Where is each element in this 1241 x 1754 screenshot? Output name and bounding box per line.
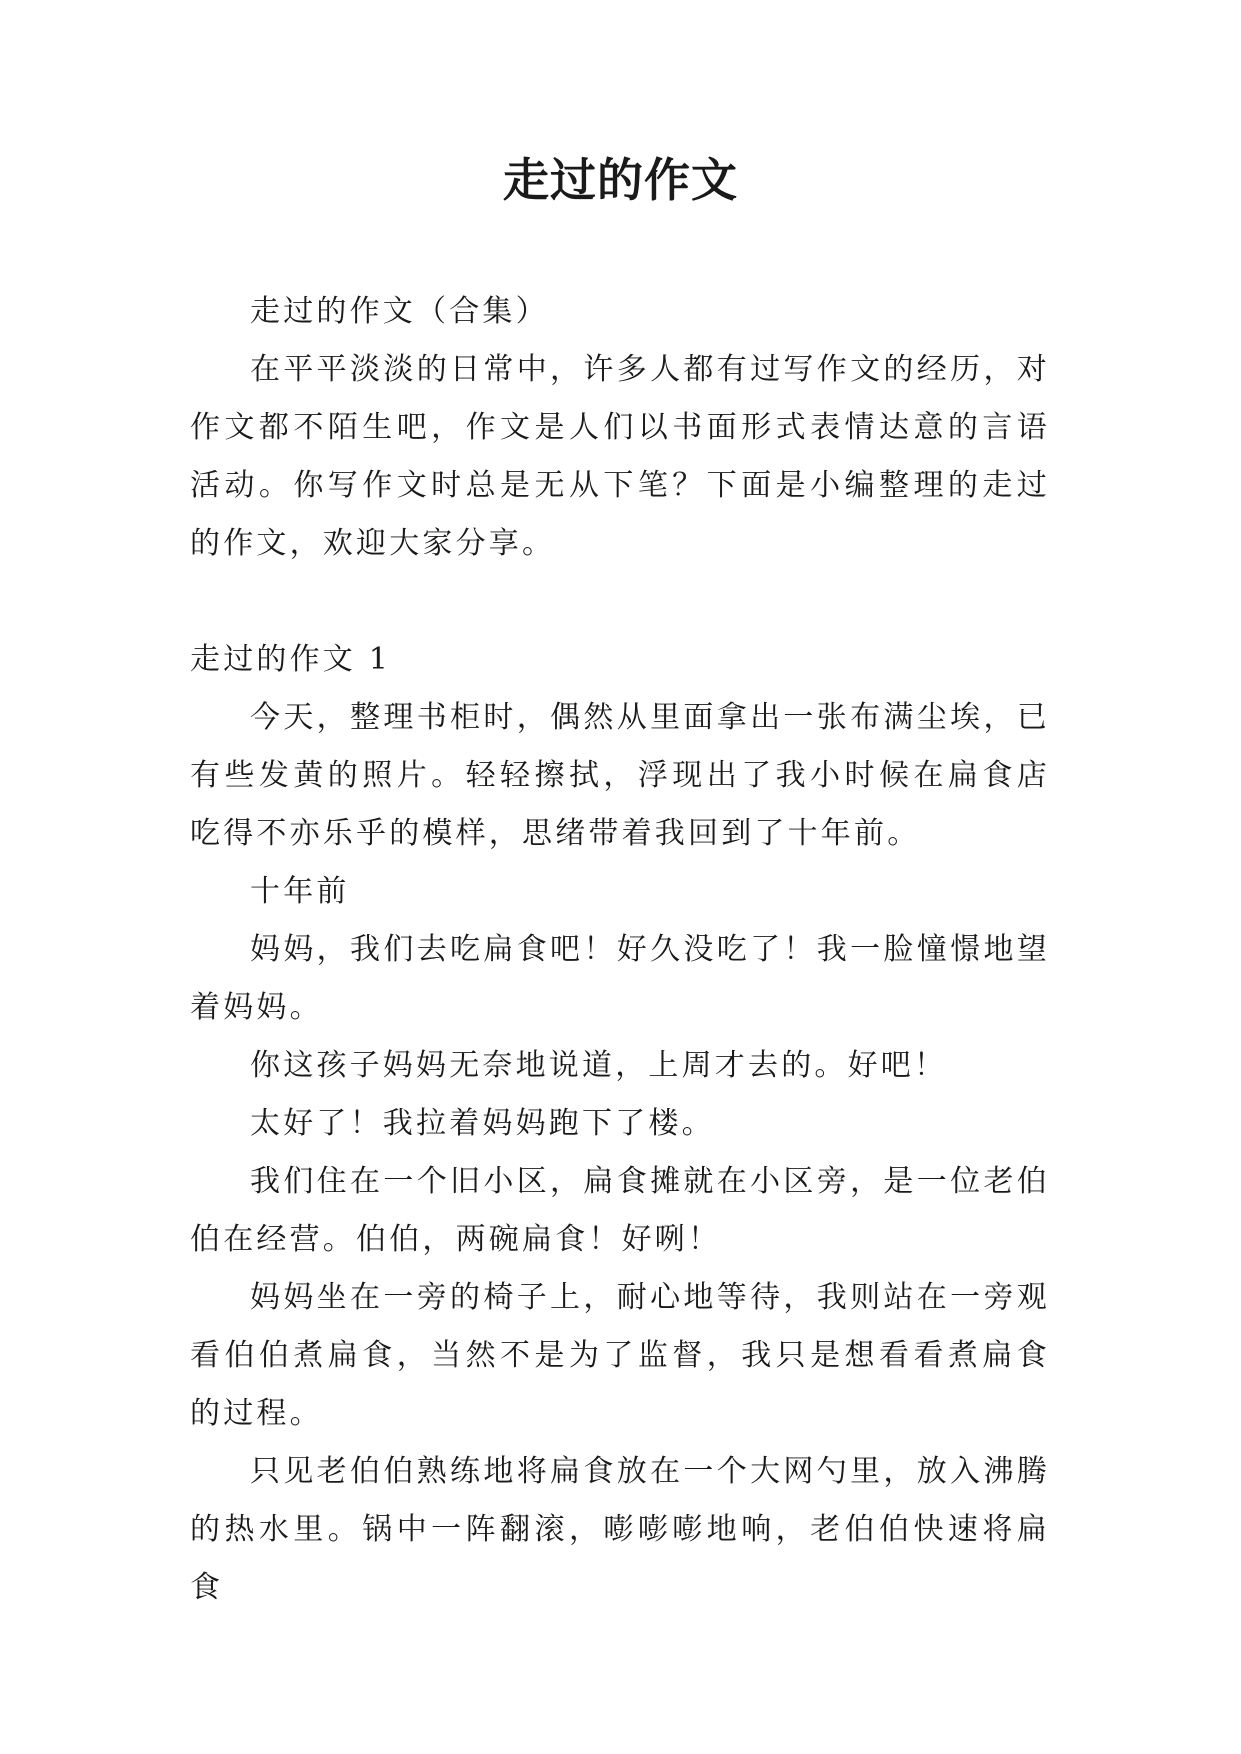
paragraph: 你这孩子妈妈无奈地说道，上周才去的。好吧！: [250, 1048, 948, 1083]
intro-paragraph: 在平平淡淡的日常中，许多人都有过写作文的经历，对作文都不陌生吧，作文是人们以书面形式表情达意的言语活动。你写作文时总是无从下笔？下面是小编整理的走过的作文，欢迎大家分享。: [190, 352, 1050, 561]
subtitle: 走过的作文（合集）: [250, 294, 549, 329]
paragraph: 我们住在一个旧小区，扁食摊就在小区旁，是一位老伯伯在经营。伯伯，两碗扁食！好咧！: [190, 1164, 1050, 1257]
paragraph: 妈妈坐在一旁的椅子上，耐心地等待，我则站在一旁观看伯伯煮扁食，当然不是为了监督，我只是想看看煮扁食的过程。: [190, 1280, 1050, 1431]
paragraph: 今天，整理书柜时，偶然从里面拿出一张布满尘埃，已有些发黄的照片。轻轻擦拭，浮现出了我小时候在扁食店吃得不亦乐乎的模样，思绪带着我回到了十年前。: [190, 700, 1050, 851]
paragraph: 只见老伯伯熟练地将扁食放在一个大网勺里，放入沸腾的热水里。锅中一阵翻滚，嘭嘭嘭地响，老伯伯快速将扁食: [190, 1454, 1050, 1605]
paragraph: 十年前: [250, 874, 350, 909]
paragraph: 妈妈，我们去吃扁食吧！好久没吃了！我一脸憧憬地望着妈妈。: [190, 932, 1050, 1025]
paragraph: 太好了！我拉着妈妈跑下了楼。: [250, 1106, 715, 1141]
section-heading: 走过的作文 1: [190, 642, 392, 677]
section-spacer: [190, 573, 1050, 631]
document-body: [190, 283, 1050, 1617]
document-title: 走过的作文: [503, 153, 738, 207]
